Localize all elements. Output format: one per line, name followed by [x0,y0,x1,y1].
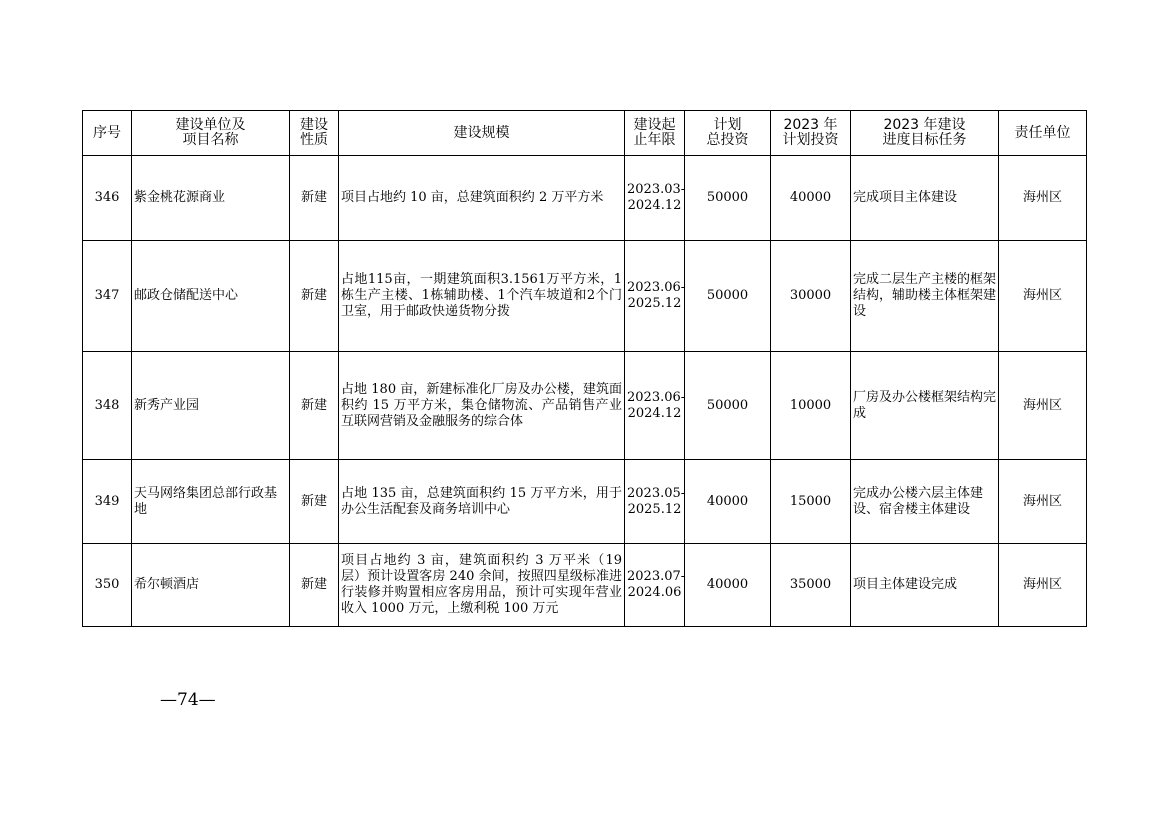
table-row [83,241,1087,352]
header-plan-line2: 计划投资 [782,132,839,148]
row-resp: 海州区 [999,544,1087,627]
row-plan: 30000 [771,241,851,352]
row-nature: 新建 [290,460,339,544]
header-plan [771,111,851,156]
row-scale: 占地 180 亩，新建标准化厂房及办公楼，建筑面积约 15 万平方米，集仓储物流、产品销售产业互联网营销及金融服务的综合体 [339,352,625,460]
row-plan: 35000 [771,544,851,627]
row-period-start: 2023.03- [627,182,686,197]
row-total: 40000 [685,460,771,544]
header-total-line2: 总投资 [706,132,749,148]
row-resp: 海州区 [999,156,1087,241]
row-target: 厂房及办公楼框架结构完成 [851,352,999,460]
row-plan: 40000 [771,156,851,241]
table-row [83,352,1087,460]
row-period-start: 2023.06- [627,389,686,405]
header-seq [83,111,132,156]
row-name: 紫金桃花源商业 [132,156,290,241]
row-nature: 新建 [290,544,339,627]
header-unit-line2: 项目名称 [182,132,239,148]
table-row [83,544,1087,627]
header-total [685,111,771,156]
row-period [625,241,685,352]
row-period-end: 2025.12 [627,501,682,517]
project-table [82,110,1087,627]
table-row [83,460,1087,544]
row-name: 新秀产业园 [132,352,290,460]
row-target: 完成二层生产主楼的框架结构，辅助楼主体框架建设 [851,241,999,352]
row-resp: 海州区 [999,460,1087,544]
header-period [625,111,685,156]
row-seq: 348 [83,352,132,460]
row-period-start: 2023.06- [627,280,686,295]
row-plan: 10000 [771,352,851,460]
row-scale: 项目占地约 3 亩，建筑面积约 3 万平米（19 层）预计设置客房 240 余间，按照四星级标准进行装修并购置相应客房用品，预计可实现年营业收入 1000 万元，上缴利税 100 万元 [339,544,625,627]
header-scale-label: 建设规模 [453,124,510,141]
row-resp: 海州区 [999,241,1087,352]
row-resp: 海州区 [999,352,1087,460]
row-plan: 15000 [771,460,851,544]
row-period-end: 2025.12 [627,296,682,311]
row-seq: 347 [83,241,132,352]
row-period [625,460,685,544]
header-unit [132,111,290,156]
row-nature: 新建 [290,352,339,460]
row-total: 40000 [685,544,771,627]
header-target [851,111,999,156]
row-scale: 占地 135 亩，总建筑面积约 15 万平方米，用于办公生活配套及商务培训中心 [339,460,625,544]
header-period-line1: 建设起 [633,117,676,133]
row-total: 50000 [685,241,771,352]
row-period-start: 2023.07- [627,569,686,584]
row-nature: 新建 [290,156,339,241]
header-target-line2: 进度目标任务 [882,132,967,148]
row-period [625,544,685,627]
row-name: 天马网络集团总部行政基地 [132,460,290,544]
header-resp [999,111,1087,156]
row-period-start: 2023.05- [627,485,686,501]
header-nature-line2: 性质 [300,132,328,148]
row-scale: 项目占地约 10 亩，总建筑面积约 2 万平方米 [339,156,625,241]
header-period-line2: 止年限 [633,132,676,148]
header-plan-line1: 2023 年 [783,117,838,133]
row-period-end: 2024.12 [627,405,682,421]
header-nature [290,111,339,156]
header-unit-line1: 建设单位及 [175,117,246,133]
row-period [625,352,685,460]
row-scale: 占地115亩，一期建筑面积3.1561万平方米，1栋生产主楼、1栋辅助楼、1个汽车坡道和2个门卫室，用于邮政快递货物分拨 [339,241,625,352]
header-resp-label: 责任单位 [1014,124,1071,141]
row-seq: 346 [83,156,132,241]
header-target-line1: 2023 年建设 [883,117,966,133]
row-period-end: 2024.06 [627,585,682,600]
header-scale [339,111,625,156]
row-nature: 新建 [290,241,339,352]
page-number: —74— [160,690,216,710]
table-row [83,156,1087,241]
row-seq: 350 [83,544,132,627]
row-name: 希尔顿酒店 [132,544,290,627]
row-period-end: 2024.12 [627,198,682,213]
header-seq-label: 序号 [93,124,121,141]
header-nature-line1: 建设 [300,117,328,133]
row-period [625,156,685,241]
row-name: 邮政仓储配送中心 [132,241,290,352]
row-target: 完成项目主体建设 [851,156,999,241]
header-total-line1: 计划 [713,117,742,133]
row-total: 50000 [685,352,771,460]
row-target: 完成办公楼六层主体建设、宿舍楼主体建设 [851,460,999,544]
row-target: 项目主体建设完成 [851,544,999,627]
header-row [83,111,1087,156]
row-seq: 349 [83,460,132,544]
row-total: 50000 [685,156,771,241]
